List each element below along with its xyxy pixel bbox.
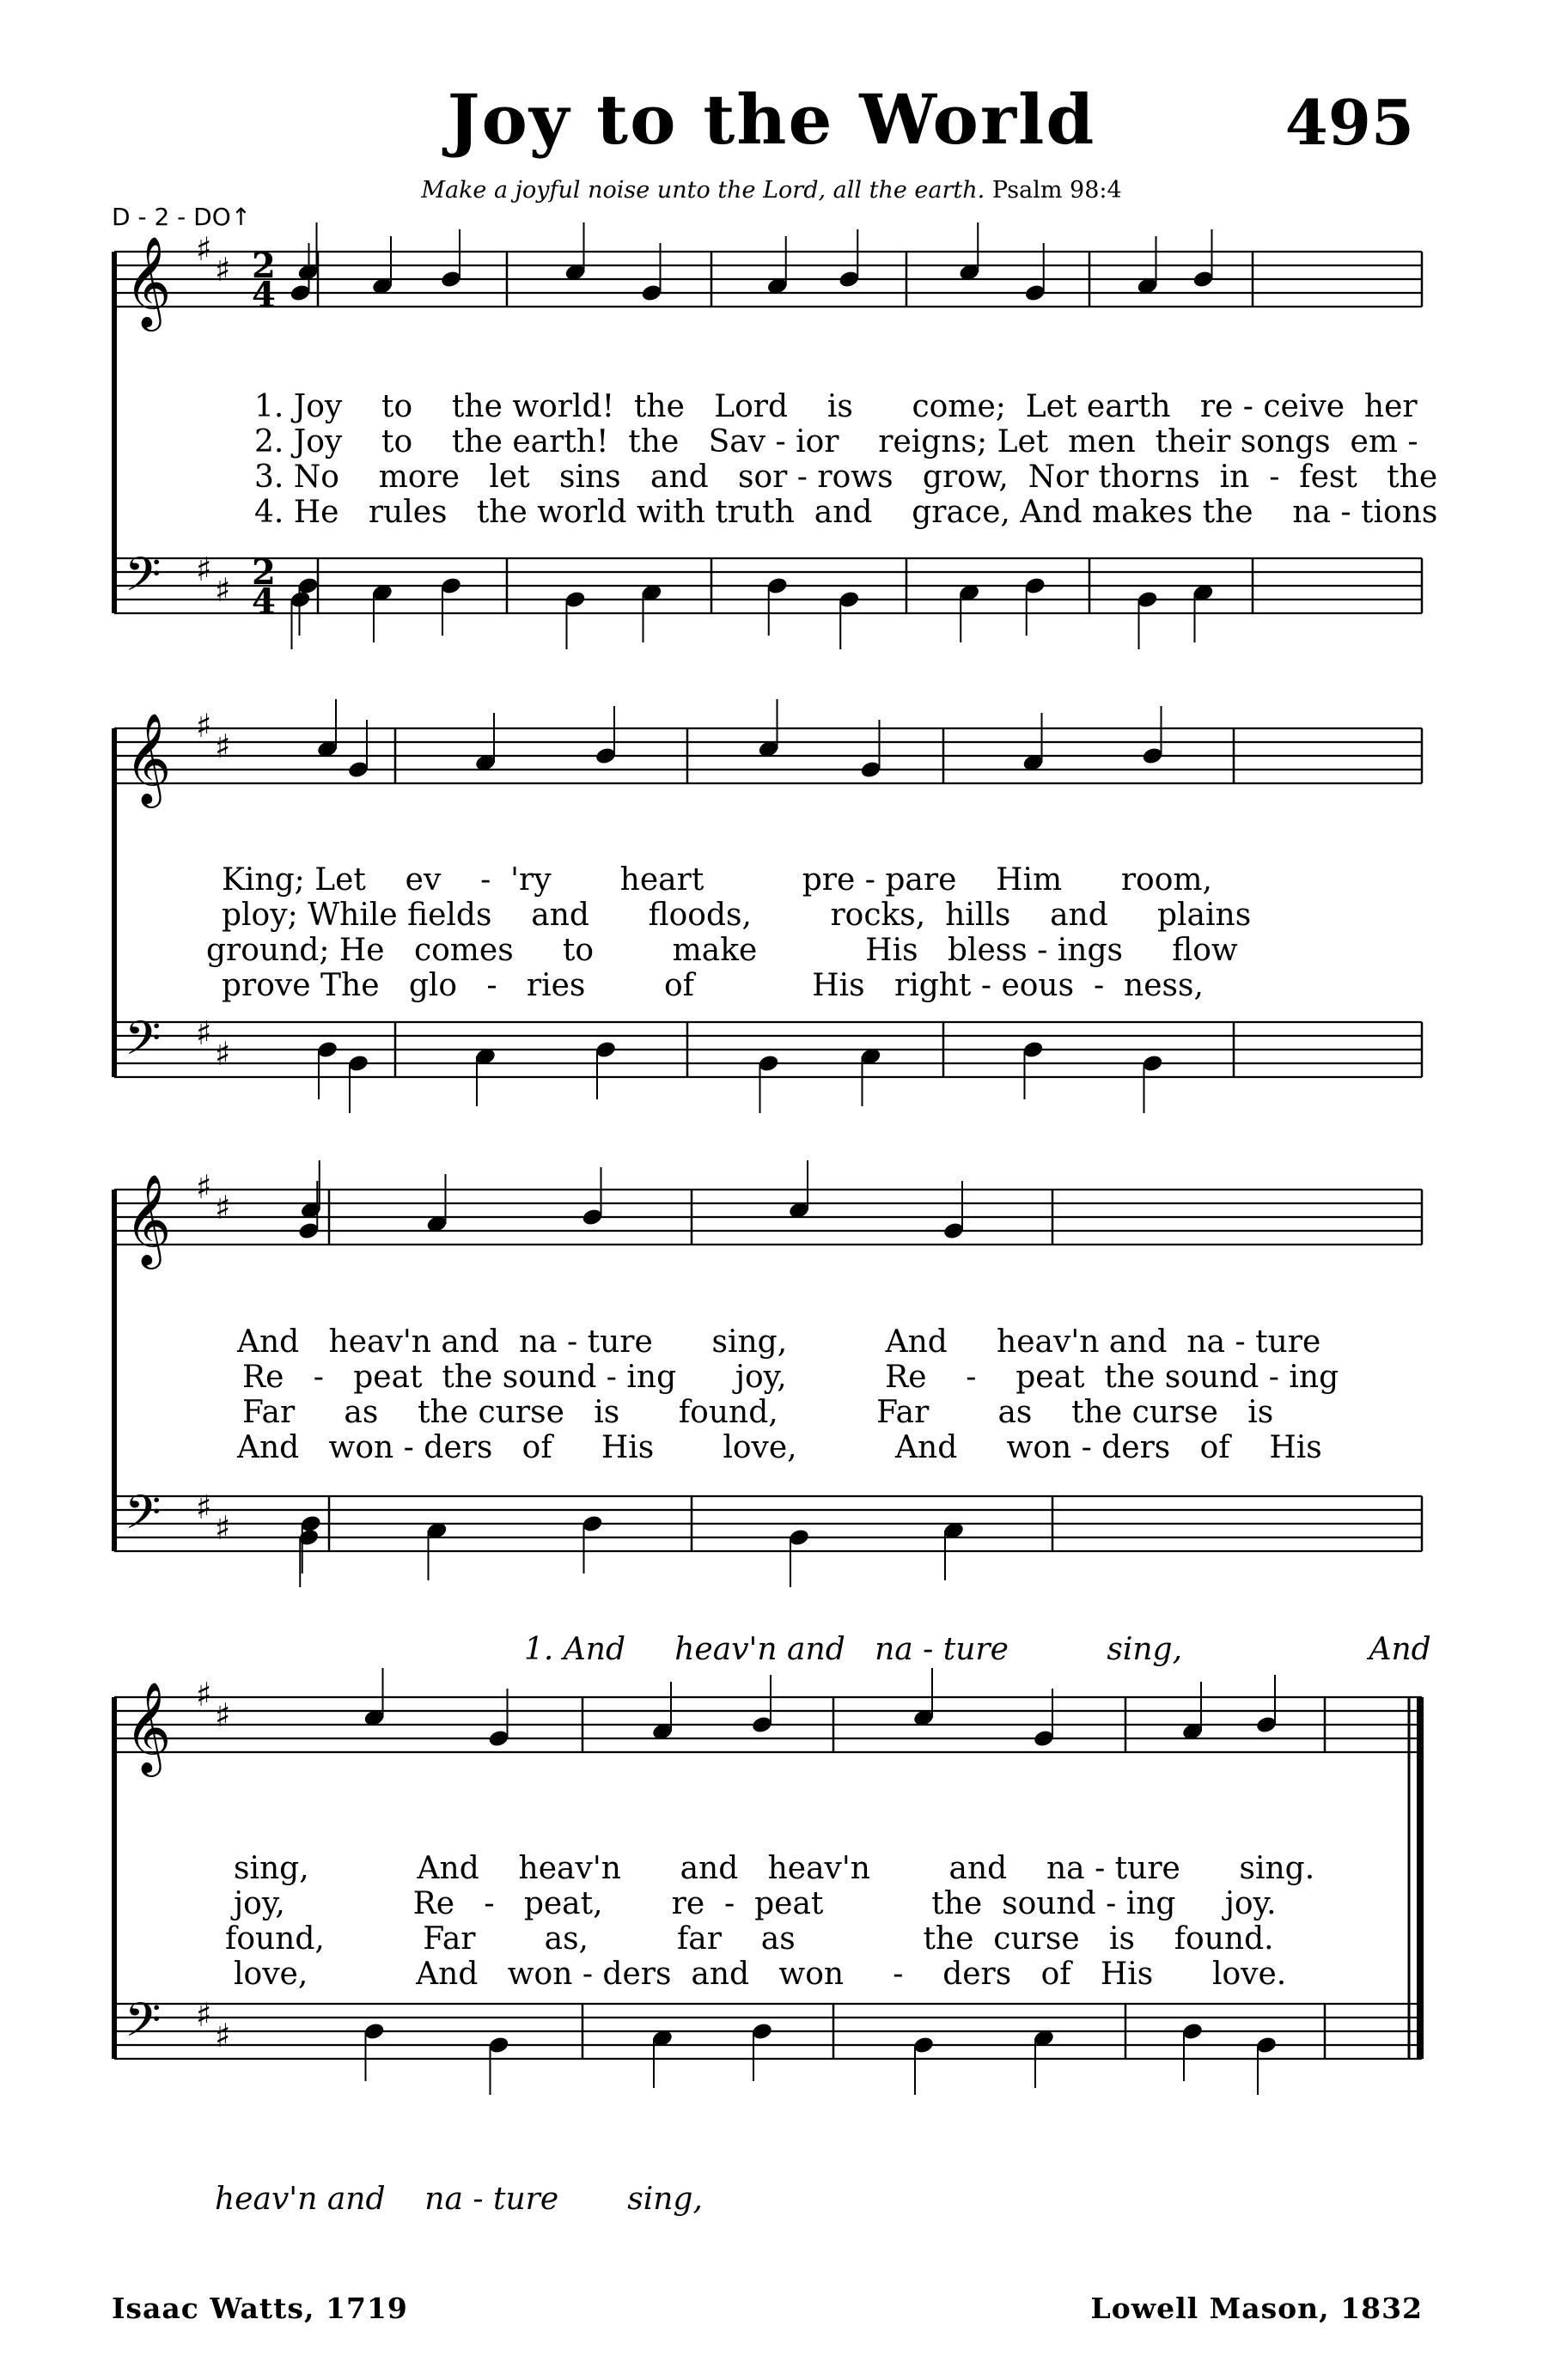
lyric-line: And won - ders of His love, And won - ders of His	[237, 1430, 1322, 1465]
lyric-line: 2. Joy to the earth! the Sav - ior reigns; Let men their songs em -	[254, 424, 1418, 460]
sharp-icon: ♯	[196, 1488, 212, 1526]
lyric-line: prove The glo - ries of His right - eous - ness,	[222, 968, 1204, 1003]
lyric-line: love, And won - ders and won - ders of His love.	[234, 1957, 1287, 1992]
sharp-icon: ♯	[215, 727, 231, 765]
lyric-line: Far as the curse is found, Far as the curse is	[242, 1395, 1274, 1430]
sharp-icon: ♯	[215, 571, 231, 609]
sharp-icon: ♯	[215, 1696, 231, 1734]
treble-clef-icon: 𝄞	[125, 712, 172, 804]
sharp-icon: ♯	[196, 551, 212, 588]
tune-key-marking: D - 2 - DO↑	[112, 203, 252, 231]
lyric-line: sing, And heav'n and heav'n and na - ture sing.	[234, 1851, 1315, 1886]
bass-clef-icon: 𝄢	[125, 1011, 162, 1077]
bass-clef-icon: 𝄢	[125, 1993, 162, 2059]
time-signature-top: 2	[252, 246, 276, 286]
lyric-line: And heav'n and na - ture sing, And heav'n and na - ture	[237, 1324, 1321, 1360]
sharp-icon: ♯	[215, 1189, 231, 1227]
lyric-line: ploy; While fields and floods, rocks, hills and plains	[222, 898, 1252, 933]
sharp-icon: ♯	[196, 1676, 212, 1713]
words-credit: Isaac Watts, 1719	[112, 2292, 408, 2325]
lyric-line: 4. He rules the world with truth and grace, And makes the na - tions	[254, 495, 1438, 530]
treble-clef-icon: 𝄞	[125, 1173, 172, 1265]
sharp-icon: ♯	[196, 707, 212, 745]
bass-repeat-text: 1. And heav'n and na - ture sing, And	[524, 1632, 1431, 1667]
sharp-icon: ♯	[196, 1996, 212, 2034]
hymn-number: 495	[1284, 86, 1414, 159]
sharp-icon: ♯	[196, 1014, 212, 1052]
scripture-reference: Psalm 98:4	[991, 177, 1122, 204]
hymn-title: Joy to the World	[447, 79, 1096, 160]
treble-clef-icon: 𝄞	[125, 1681, 172, 1773]
sharp-icon: ♯	[196, 230, 212, 268]
time-signature-bottom: 4	[252, 275, 276, 315]
lyric-line: King; Let ev - 'ry heart pre - pare Him room,	[222, 862, 1212, 898]
sharp-icon: ♯	[215, 1035, 231, 1073]
bass-clef-icon: 𝄢	[125, 547, 162, 613]
lyric-line: 3. No more let sins and sor - rows grow, Nor thorns in - fest the	[254, 460, 1438, 495]
lyric-line: found, Far as, far as the curse is found.	[225, 1921, 1274, 1957]
sharp-icon: ♯	[215, 2017, 231, 2054]
sharp-icon: ♯	[196, 1168, 212, 1206]
lyric-line: 1. Joy to the world! the Lord is come; Let earth re - ceive her	[254, 389, 1418, 424]
scripture-quote: Make a joyful noise unto the Lord, all the earth.	[421, 177, 985, 204]
sharp-icon: ♯	[215, 1509, 231, 1547]
lyric-line: ground; He comes to make His bless - ings flow	[206, 933, 1238, 968]
bass-repeat-text: heav'n and na - ture sing,	[215, 2182, 703, 2217]
sharp-icon: ♯	[215, 251, 231, 289]
bass-clef-icon: 𝄢	[125, 1485, 162, 1551]
lyric-line: joy, Re - peat, re - peat the sound - ing joy.	[234, 1886, 1277, 1921]
lyric-line: Re - peat the sound - ing joy, Re - peat the sound - ing	[242, 1360, 1339, 1395]
music-credit: Lowell Mason, 1832	[1090, 2292, 1423, 2325]
treble-clef-icon: 𝄞	[125, 235, 172, 327]
time-signature-top: 2	[252, 552, 276, 593]
time-signature-bottom: 4	[252, 581, 276, 622]
